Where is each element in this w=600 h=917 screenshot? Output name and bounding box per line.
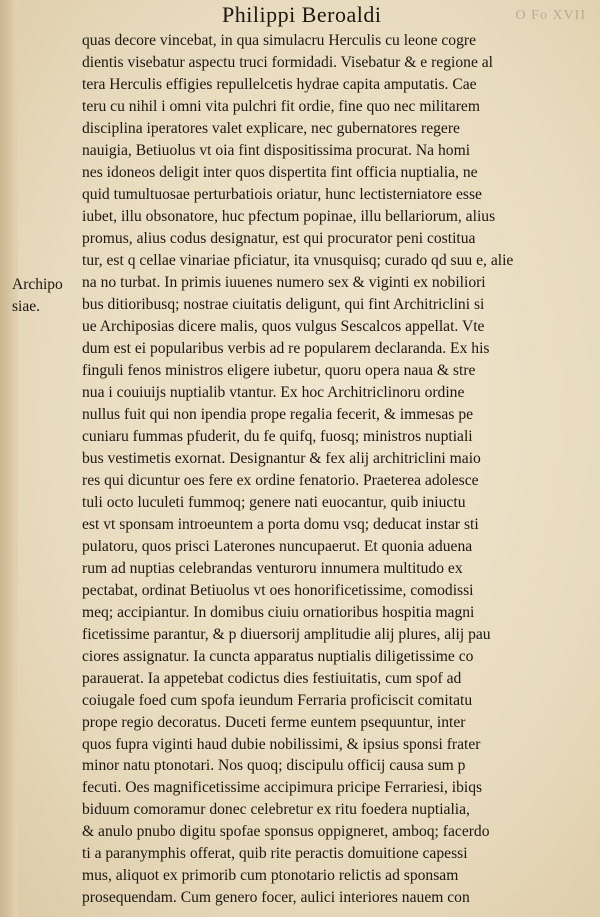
text-line: minor natu ptonotari. Nos quoq; discipulu officij causa sum p <box>82 757 466 775</box>
text-line: parauerat. Ia appetebat codictus dies festiuitatis, cum spof ad <box>82 669 462 687</box>
text-line: biduum comoramur donec celebretur ex ritu foedera nuptialia, <box>82 801 470 819</box>
text-line: & anulo pnubo digitu spofae sponsus oppigneret, amboq; facerdo <box>82 823 490 841</box>
text-line: tur, est q cellae vinariae pficiatur, ita vnusquisq; curado qd suu e, alie <box>82 251 514 269</box>
page-gutter <box>0 0 18 917</box>
text-line: est vt sponsam introeuntem a porta domu vsq; deducat instar sti <box>82 515 479 533</box>
text-line: nua i couiuijs nuptialib vtantur. Ex hoc Architriclinoru ordine <box>82 383 465 401</box>
text-line: nes idoneos deligit inter quos dispertita fint officia nuptialia, ne <box>82 163 478 181</box>
text-line: disciplina iperatores valet explicare, nec gubernatores regere <box>82 119 460 137</box>
text-line: promus, alius codus designatur, est qui procurator peni costitua <box>82 229 476 247</box>
text-body <box>82 30 574 909</box>
text-line: prosequendam. Cum genero focer, aulici interiores nauem con <box>82 889 470 907</box>
text-line: rum ad nuptias celebrandas venturoru innumera multitudo ex <box>82 559 463 577</box>
text-line: na no turbat. In primis iuuenes numero sex & viginti ex nobiliori <box>82 273 486 291</box>
text-line: coiugale foed cum spofa ieundum Ferraria proficiscit comitatu <box>82 691 473 709</box>
text-line: ciores assignatur. Ia cuncta apparatus nuptialis diligetissime co <box>82 647 474 665</box>
bleed-through-text: O Fo XVII <box>515 8 586 23</box>
text-line: res qui dicuntur oes fere ex ordine fenatorio. Praeterea adolesce <box>82 471 479 489</box>
text-line: bus vestimetis exornat. Designantur & fex alij architriclini maio <box>82 449 481 467</box>
text-line: ti a paranymphis offerat, quib rite peractis domuitione capessi <box>82 845 468 863</box>
text-line: iubet, illu obsonatore, huc pfectum popinae, illu bellariorum, alius <box>82 207 496 225</box>
text-line: pulatoru, quos prisci Laterones nuncupaerut. Et quonia aduena <box>82 537 473 555</box>
text-line: nullus fuit qui non ipendia prope regalia fecerit, & immesas pe <box>82 405 474 423</box>
text-line: pectabat, ordinat Betiuolus vt oes honorificetissime, comodissi <box>82 581 474 599</box>
text-line: tuli octo luculeti fummoq; genere nati euocantur, quib iniuctu <box>82 493 466 511</box>
text-line: tera Herculis effigies repullelcetis hydrae capita amputatis. Cae <box>82 75 477 93</box>
running-head: Philippi Beroaldi <box>222 2 382 27</box>
text-line: dum est ei popularibus verbis ad re popularem declaranda. Ex his <box>82 339 490 357</box>
text-line: meq; accipiantur. In domibus ciuiu ornatioribus hospitia magni <box>82 603 475 621</box>
text-line: mus, aliquot ex primorib cum ptonotario relictis ad sponsam <box>82 867 459 885</box>
text-line: ue Archiposias dicere malis, quos vulgus Sescalcos appellat. Vte <box>82 317 485 335</box>
text-line: prope regio decoratus. Duceti ferme euntem psequuntur, inter <box>82 713 466 731</box>
text-line: dientis visebatur aspectu truci formidadi. Visebatur & e regione al <box>82 53 494 71</box>
text-line: fecuti. Oes magnificetissime accipimura pricipe Ferrariesi, ibiqs <box>82 779 483 797</box>
text-line: quas decore vincebat, in qua simulacru Herculis cu leone cogre <box>82 32 477 49</box>
marginal-note-line: Archipo <box>12 276 63 293</box>
text-line: finguli fenos ministros eligere iubetur, quoru opera naua & stre <box>82 361 476 379</box>
text-line: cuniaru fummas pfuderit, du fe quifq, fuosq; ministros nuptiali <box>82 427 473 445</box>
marginal-note-line: siae. <box>12 298 40 315</box>
text-line: nauigia, Betiuolus vt oia fint dispositissima procurat. Na homi <box>82 141 471 159</box>
text-line: quos fupra viginti haud dubie nobilissimi, & ipsius sponsi frater <box>82 735 481 753</box>
text-line: bus ditioribusq; nostrae ciuitatis deligunt, qui fint Architriclini si <box>82 295 485 313</box>
text-line: teru cu nihil i omni vita pulchri fit ordie, fine quo nec militarem <box>82 97 480 115</box>
text-line: quid tumultuosae perturbatiois oriatur, hunc lectisterniatore esse <box>82 185 482 203</box>
text-line: ficetissime parantur, & p diuersorij amplitudie alij plures, alij pau <box>82 625 491 643</box>
